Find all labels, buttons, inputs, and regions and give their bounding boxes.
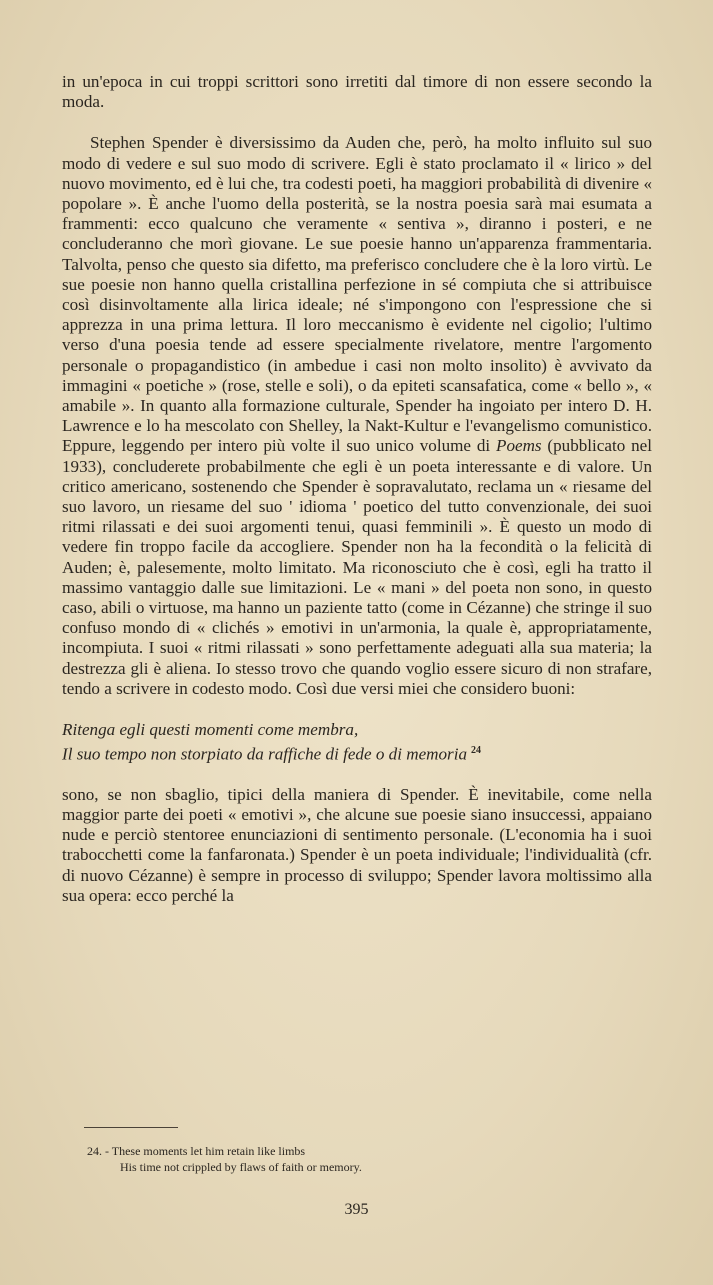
paragraph-continuation: sono, se non sbaglio, tipici della maniera di Spender. È inevitabile, come nella maggior parte dei poeti « emotivi », che alcune sue poesie siano insuccessi, appaiano nude e perciò stentoree enunciazioni di sentimento personale. (L'economia ha i suoi trabocchetti come la fanfaronata.) Spender è un poeta individuale; l'individualità (cfr. di nuovo Cézanne) è sempre in processo di sviluppo; Spender lavora moltissimo alla sua opera: ecco perché la (62, 784, 652, 905)
paragraph-text: Stephen Spender è diversissimo da Auden che, però, ha molto influito sul suo modo di vedere e sul suo modo di scrivere. Egli è stato proclamato il « lirico » del nuovo movimento, ed è lui che, tra codesti poeti, ha maggiori probabilità di divenire « popolare ». È anche l'uomo della posterità, se la nostra poesia sarà mai esumata a frammenti: ecco qualcuno che veramente « sentiva », diranno i posteri, e ne concluderanno che morì giovane. Le sue poesie hanno un'apparenza frammentaria. Talvolta, penso che questo sia difetto, ma preferisco concludere che è la loro virtù. Le sue poesie non hanno quella cristallina perfezione in sé compiuta che si attribuisce così disinvoltamente alla lirica ideale; né s'impongono con l'espressione che si apprezza in una prima lettura. Il loro meccanismo è evidente nel cigolio; l'ultimo verso d'una poesia tende ad essere specialmente rivelatore, mentre l'argomento personale o propagandistico (in ambedue i casi non molto insolito) è avvivato da immagini « poetiche » (rose, stelle e soli), o da epiteti scansafatica, come « bello », « amabile ». In quanto alla formazione culturale, Spender ha ingoiato per intero D. H. Lawrence e lo ha mescolato con Shelley, la Nakt-Kultur e l'evangelismo comunistico. Eppure, leggendo per intero più volte il suo unico volume di (62, 133, 652, 456)
page-body (62, 72, 652, 906)
footnote-line-2: His time not crippled by flaws of faith or memory. (120, 1160, 362, 1174)
verse-line-2-text: Il suo tempo non storpiato da raffiche di fede o di memoria (62, 744, 467, 764)
footnote-reference: 24 (471, 745, 481, 757)
book-title-poems: Poems (496, 436, 542, 456)
verse-line-1: Ritenga egli questi momenti come membra, (62, 720, 359, 740)
footnote-line-1: 24. - These moments let him retain like limbs (87, 1144, 306, 1158)
page-number: 395 (344, 1201, 369, 1218)
footnote-divider (84, 1127, 178, 1128)
intro-paragraph: in un'epoca in cui troppi scrittori sono irretiti dal timore di non essere secondo la moda. (62, 72, 652, 112)
paragraph-text-continued: (pubblicato nel 1933), concluderete probabilmente che egli è un poeta interessante e di valore. Un critico americano, sostenendo che Spender è sopravalutato, reclama un « riesame del suo lavoro, un riesame del suo ' idioma ' poetico del tutto convenzionale, dei suoi ritmi rilassati e dei suoi argomenti tenui, quasi femminili ». È questo un modo di vedere fin troppo facile da accogliere. Spender non ha la fecondità o la felicità di Auden; è, palesemente, molto limitato. Ma riconosciuto che è così, egli ha tratto il massimo vantaggio dalle sue limitazioni. Le « mani » del poeta non sono, in questo caso, abili o virtuose, ma hanno un paziente tatto (come in Cézanne) che stringe il suo confuso mondo di « clichés » emotivi in un'armonia, la quale è, appropriatamente, incompiuta. I suoi « ritmi rilassati » sono perfettamente adeguati alla sua materia; la destrezza gli è aliena. Io stesso trovo che quando voglio essere sicuro di non strafare, tendo a scrivere in codesto modo. Così due versi miei che considero buoni: (62, 436, 652, 698)
verse-line-2 (62, 740, 652, 765)
footnote (87, 1143, 607, 1175)
paragraph-spender (62, 133, 652, 699)
verse-quotation (62, 719, 652, 765)
